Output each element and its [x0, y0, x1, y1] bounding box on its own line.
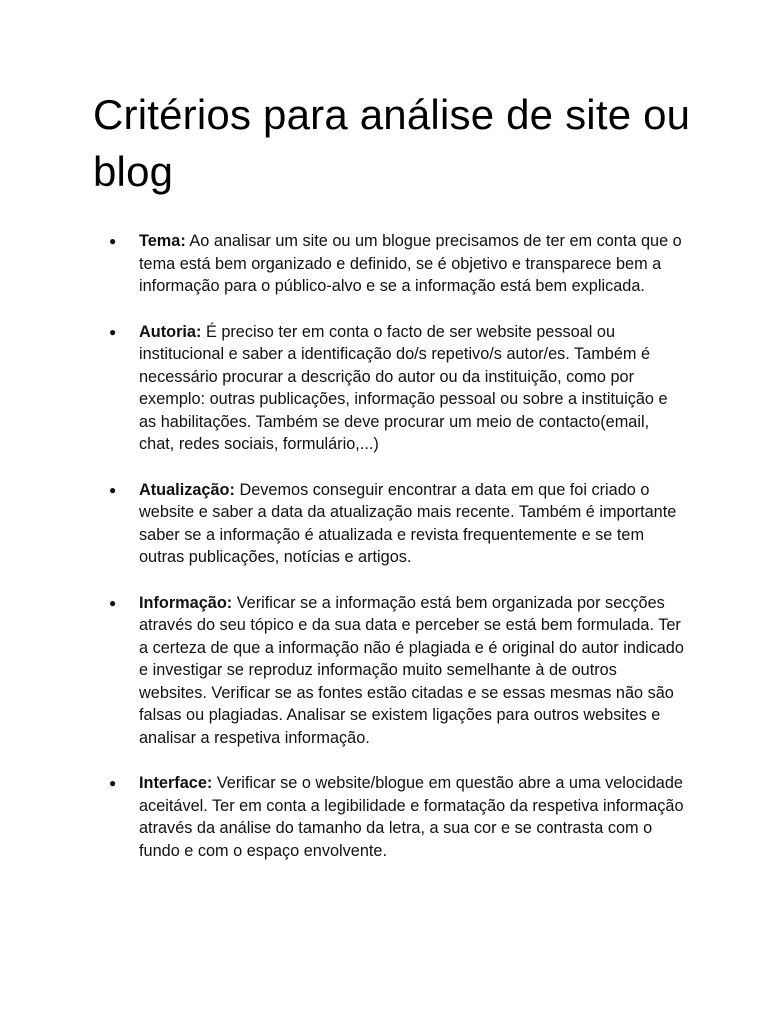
- criteria-label: Atualização:: [139, 480, 235, 499]
- criteria-item-atualizacao: [109, 479, 684, 569]
- criteria-label: Informação:: [139, 593, 233, 612]
- bullet-icon: ●: [109, 234, 117, 248]
- bullet-icon: ●: [109, 776, 117, 790]
- criteria-text: Verificar se a informação está bem organizada por secções através do seu tópico e da sua data e perceber se está bem formulada. Ter a certeza de que a informação não é plagiada e é original do autor indicado e investigar se reproduz informação muito semelhante à de outros websites. Verificar se as fontes estão citadas e se essas mesmas não são falsas ou plagiadas. Analisar se existem ligações para outros websites e analisar a respetiva informação.: [139, 593, 684, 747]
- criteria-item-autoria: [109, 321, 684, 456]
- criteria-list: [109, 230, 684, 885]
- criteria-text: Verificar se o website/blogue em questão abre a uma velocidade aceitável. Ter em conta a legibilidade e formatação da respetiva informação através da análise do tamanho da letra, a sua cor e se contrasta com o fundo e com o espaço envolvente.: [139, 774, 684, 860]
- criteria-item-informacao: [109, 592, 684, 750]
- bullet-icon: ●: [109, 482, 117, 497]
- criteria-item-interface: [109, 772, 684, 862]
- criteria-label: Interface:: [139, 774, 213, 792]
- criteria-item-tema: [109, 230, 684, 298]
- page-title: Critérios para análise de site ou blog: [93, 91, 691, 195]
- criteria-label: Tema:: [139, 232, 186, 250]
- criteria-text: É preciso ter em conta o facto de ser website pessoal ou institucional e saber a identificação do/s repetivo/s autor/es. Também é necessário procurar a descrição do autor ou da instituição, como por exemplo: outras publicações, informação pessoal ou sobre a instituição e as habilitações. Também se deve procurar um meio de contacto(email, chat, redes sociais, formulário,...): [139, 322, 668, 453]
- criteria-label: Autoria:: [139, 322, 202, 341]
- criteria-text: Devemos conseguir encontrar a data em que foi criado o website e saber a data da atualização mais recente. Também é importante saber se a informação é atualizada e revista frequentemente e se tem outras publicações, notícias e artigos.: [139, 480, 677, 566]
- bullet-icon: ●: [109, 595, 117, 610]
- bullet-icon: ●: [109, 324, 117, 339]
- criteria-text: Ao analisar um site ou um blogue precisamos de ter em conta que o tema está bem organizado e definido, se é objetivo e transparece bem a informação para o público-alvo e se a informação está bem explicada.: [139, 232, 682, 295]
